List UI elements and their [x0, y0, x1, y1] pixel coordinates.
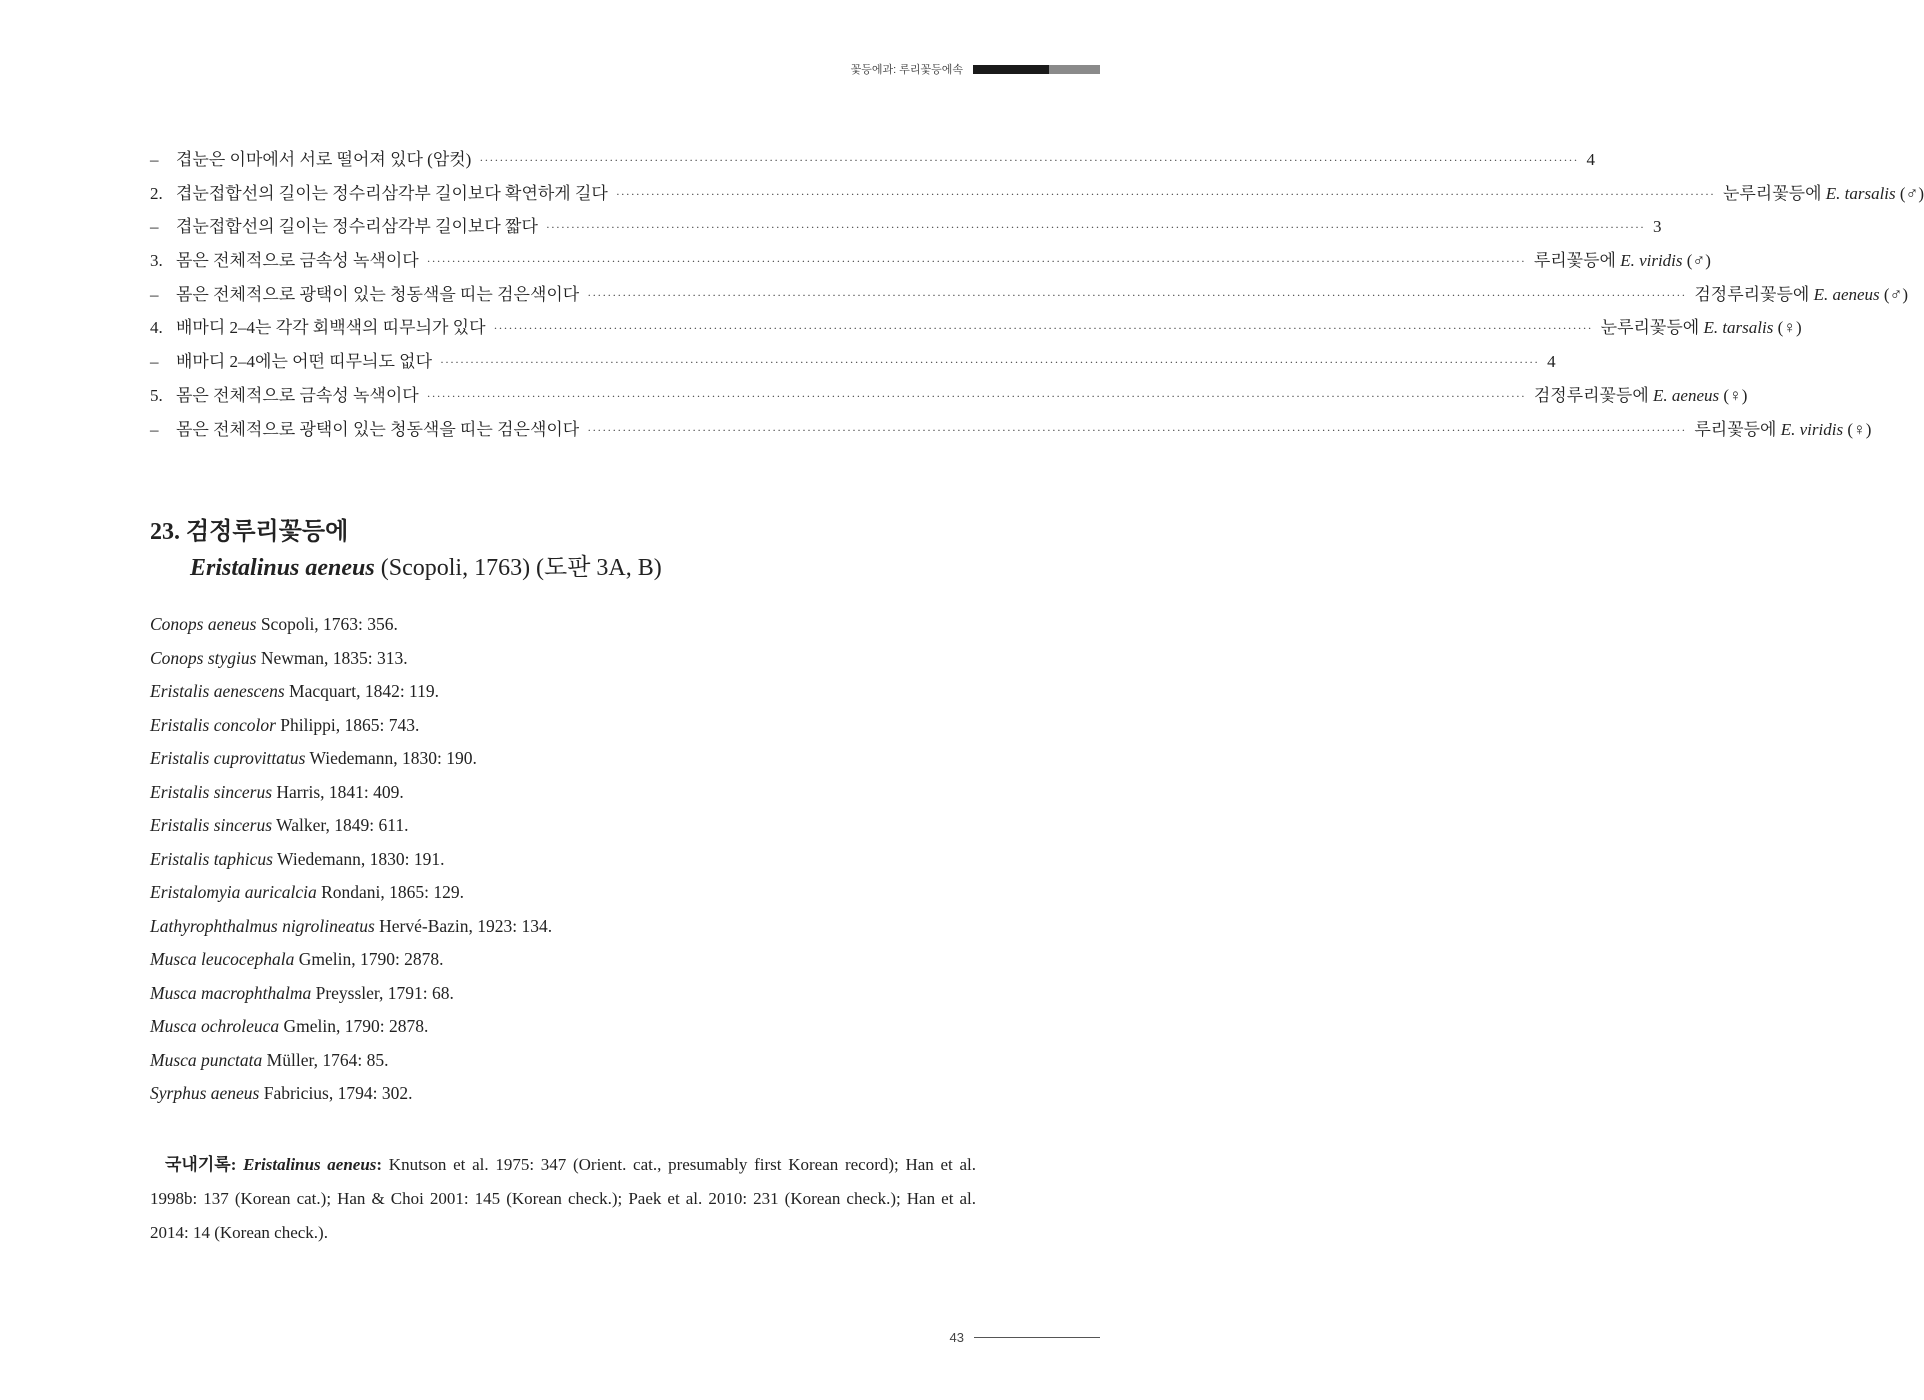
records-colon: : [376, 1155, 383, 1174]
key-target-sex: (♂) [1682, 251, 1711, 271]
synonym-name: Syrphus aeneus [150, 1083, 260, 1103]
species-heading [150, 514, 662, 586]
key-row [150, 145, 1595, 179]
key-target [1723, 179, 1924, 204]
key-row [150, 179, 1924, 213]
key-couplet-text: 몸은 전체적으로 금속성 녹색이다 [176, 385, 419, 405]
synonym-name: Eristalomyia auricalcia [150, 882, 317, 902]
key-row [150, 347, 1556, 381]
synonym-name: Conops stygius [150, 647, 257, 668]
key-couplet-text: 겹눈은 이마에서 서로 떨어져 있다 (암컷) [176, 150, 472, 169]
synonym-reference: Preyssler, 1791: 68. [311, 982, 454, 1003]
key-target-sex: (♀) [1773, 318, 1802, 338]
key-row [150, 313, 1802, 347]
key-row [150, 381, 1748, 415]
key-number: – [150, 419, 159, 439]
synonym-item [150, 949, 552, 983]
synonym-reference: Hervé-Bazin, 1923: 134. [374, 915, 553, 936]
synonym-reference: Müller, 1764: 85. [262, 1049, 389, 1070]
key-target [1653, 217, 1662, 237]
key-target-number: 4 [1586, 150, 1595, 169]
key-number: 5. [150, 385, 163, 405]
key-target-korean: 눈루리꽃등에 [1600, 318, 1704, 338]
running-header [851, 62, 1100, 76]
synonym-item [150, 681, 552, 715]
key-couplet-text: 겹눈접합선의 길이는 정수리삼각부 길이보다 짧다 [176, 217, 538, 237]
synonym-name: Musca punctata [150, 1049, 263, 1070]
records-label: 국내기록: [165, 1155, 244, 1174]
key-target [1586, 150, 1595, 170]
synonym-item [150, 614, 552, 648]
key-leader-dots: ···························································································································································································································· [426, 254, 1526, 269]
key-target [1601, 313, 1802, 338]
key-target [1694, 280, 1908, 305]
synonym-item [150, 983, 552, 1017]
synonym-name: Musca macrophthalma [150, 982, 312, 1003]
synonym-reference: Wiedemann, 1830: 190. [305, 748, 477, 768]
synonym-item [150, 715, 552, 749]
key-target-korean: 검정루리꽃등에 [1694, 284, 1814, 304]
synonym-reference: Gmelin, 1790: 2878. [294, 949, 444, 969]
korean-records [150, 1148, 976, 1250]
synonym-reference: Fabricius, 1794: 302. [259, 1083, 413, 1103]
key-leader-dots: ···························································································································································································································· [493, 321, 1593, 336]
key-number: – [150, 217, 159, 237]
key-target-korean: 검정루리꽃등에 [1533, 385, 1654, 405]
key-target-korean: 루리꽃등에 [1694, 419, 1781, 439]
key-leader-dots: ···························································································································································································································· [479, 153, 1579, 167]
key-leader-dots: ···························································································································································································································· [426, 388, 1526, 403]
synonym-name: Conops aeneus [150, 614, 257, 634]
key-target-scientific: E. viridis [1780, 419, 1844, 439]
key-target-sex: (♀) [1843, 419, 1872, 439]
page-number: 43 [949, 1330, 964, 1345]
key-target-scientific: E. tarsalis [1825, 183, 1896, 203]
synonym-reference: Walker, 1849: 611. [272, 815, 409, 835]
key-target [1694, 415, 1871, 440]
key-target-korean: 루리꽃등에 [1533, 251, 1621, 271]
synonym-name: Eristalis concolor [150, 714, 276, 735]
key-leader-dots: ···························································································································································································································· [615, 186, 1715, 201]
synonym-reference: Gmelin, 1790: 2878. [279, 1016, 429, 1036]
key-target-number: 4 [1547, 352, 1556, 372]
key-target-scientific: E. aeneus [1653, 385, 1720, 405]
key-couplet-text: 겹눈접합선의 길이는 정수리삼각부 길이보다 확연하게 길다 [176, 183, 608, 203]
synonym-item [150, 1083, 552, 1117]
synonym-list [150, 614, 552, 1117]
synonym-name: Eristalis sincerus [150, 815, 273, 835]
synonym-name: Musca ochroleuca [150, 1016, 280, 1036]
species-number-title: 23. 검정루리꽃등에 [150, 519, 349, 545]
key-target-sex: (♂) [1895, 183, 1924, 203]
synonym-name: Eristalis sincerus [150, 781, 273, 802]
key-leader-dots: ···························································································································································································································· [587, 422, 1687, 437]
key-target-sex: (♀) [1719, 385, 1748, 405]
key-target-scientific: E. aeneus [1813, 284, 1880, 304]
synonym-name: Eristalis taphicus [150, 848, 273, 869]
key-couplet-text: 배마디 2–4는 각각 회백색의 띠무늬가 있다 [176, 318, 486, 338]
synonym-item [150, 916, 552, 950]
key-couplet-text: 몸은 전체적으로 금속성 녹색이다 [176, 251, 419, 271]
key-couplet-text: 몸은 전체적으로 광택이 있는 청동색을 띠는 검은색이다 [176, 284, 580, 304]
header-bar-gray [1049, 65, 1100, 74]
key-row [150, 280, 1908, 314]
key-row [150, 246, 1711, 280]
synonym-name: Eristalis cuprovittatus [150, 748, 306, 768]
synonym-item [150, 815, 552, 849]
species-scientific-line [150, 550, 662, 586]
key-target [1534, 246, 1711, 271]
records-species: Eristalinus aeneus [243, 1155, 377, 1174]
identification-key [150, 145, 1924, 448]
synonym-item [150, 1050, 552, 1084]
page-footer [950, 1330, 1100, 1345]
synonym-name: Lathyrophthalmus nigrolineatus [150, 915, 375, 936]
synonym-reference: Rondani, 1865: 129. [316, 882, 465, 902]
header-bar-dark [973, 65, 1049, 74]
synonym-item [150, 1016, 552, 1050]
key-target-scientific: E. tarsalis [1703, 318, 1774, 338]
synonym-reference: Wiedemann, 1830: 191. [273, 848, 445, 869]
synonym-name: Musca leucocephala [150, 949, 295, 969]
key-target [1534, 381, 1748, 406]
synonym-item [150, 849, 552, 883]
key-number: – [150, 284, 159, 304]
synonym-item [150, 748, 552, 782]
key-target-scientific: E. viridis [1620, 251, 1683, 271]
key-leader-dots: ···························································································································································································································· [545, 220, 1646, 235]
key-number: – [150, 150, 159, 169]
synonym-reference: Newman, 1835: 313. [256, 647, 408, 668]
key-row [150, 415, 1872, 449]
key-number: 2. [150, 183, 163, 203]
key-couplet-text: 몸은 전체적으로 광택이 있는 청동색을 띠는 검은색이다 [176, 419, 580, 439]
key-row [150, 212, 1662, 246]
synonym-reference: Scopoli, 1763: 356. [256, 614, 398, 634]
footer-rule [974, 1337, 1100, 1338]
key-target-sex: (♂) [1879, 284, 1908, 304]
key-number: 4. [150, 318, 163, 338]
key-target-number: 3 [1653, 217, 1662, 237]
records-text: Knutson et al. 1975: 347 (Orient. cat., presumably first Korean record); Han et al. 1998b: 137 (Korean cat.); Han & Choi 2001: 145 (Korean check.); Paek et al. 2010: 231 (Korean check.); Han et al. 2014: 14 (Korean check.). [150, 1155, 977, 1242]
running-title: 꽃등에과: 루리꽃등에속 [850, 64, 963, 76]
synonym-item [150, 782, 552, 816]
species-authority: (Scopoli, 1763) (도판 3A, B) [374, 555, 662, 581]
key-number: 3. [150, 251, 163, 271]
key-target-korean: 눈루리꽃등에 [1722, 183, 1826, 203]
synonym-name: Eristalis aenescens [150, 681, 285, 701]
species-scientific-name: Eristalinus aeneus [190, 555, 375, 581]
synonym-item [150, 882, 552, 916]
synonym-reference: Philippi, 1865: 743. [275, 714, 420, 735]
key-number: – [150, 352, 159, 372]
key-leader-dots: ···························································································································································································································· [440, 355, 1540, 370]
key-couplet-text: 배마디 2–4에는 어떤 띠무늬도 없다 [176, 352, 432, 372]
key-target [1547, 352, 1556, 372]
synonym-reference: Macquart, 1842: 119. [284, 681, 440, 701]
synonym-item [150, 648, 552, 682]
key-leader-dots: ···························································································································································································································· [587, 287, 1687, 302]
synonym-reference: Harris, 1841: 409. [272, 781, 404, 802]
